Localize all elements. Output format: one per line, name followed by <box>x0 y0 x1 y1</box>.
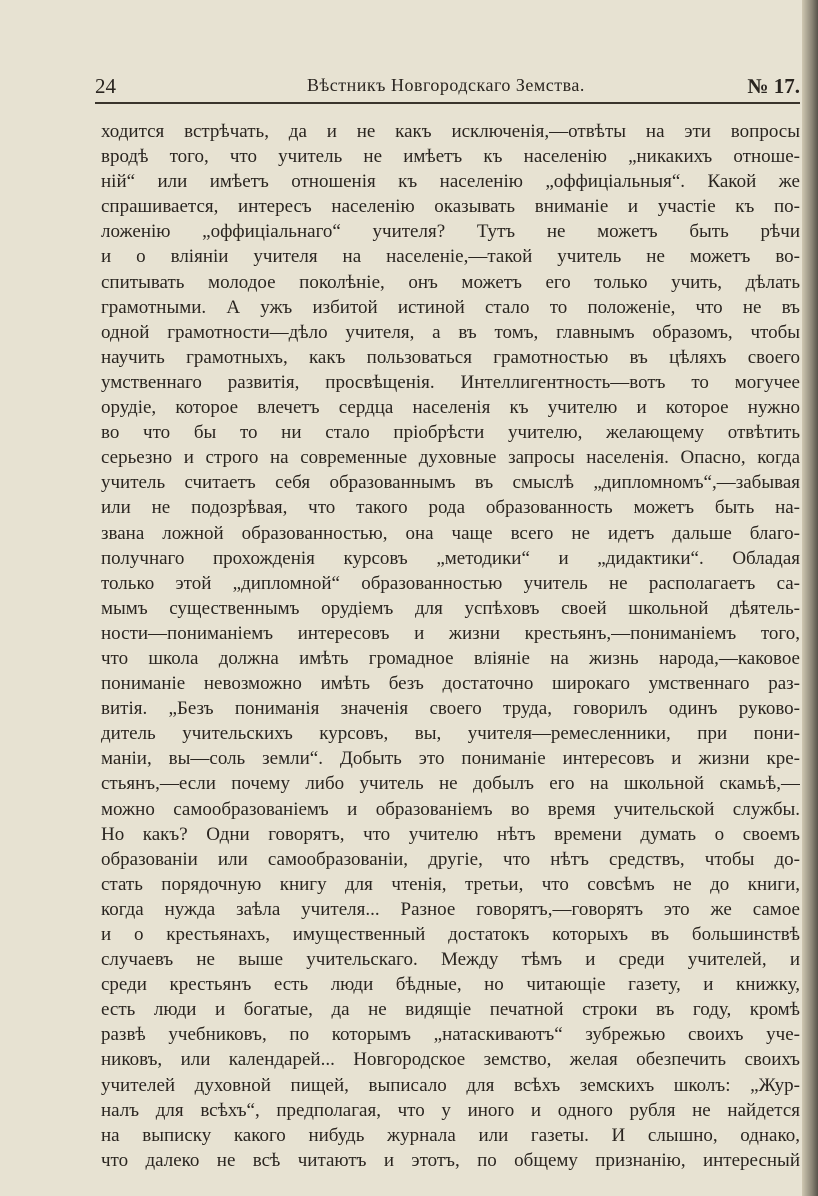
text-line: есть люди и богатые, да не видящіе печатной строки въ году, кромѣ <box>101 999 800 1021</box>
text-line: спитывать молодое поколѣніе, онъ можетъ его только учить, дѣлать <box>101 271 800 293</box>
text-line: развѣ учебниковъ, по которымъ „натаскиваютъ“ зубрежью своихъ уче- <box>101 1024 800 1046</box>
text-line: и о крестьянахъ, имущественный достатокъ которыхъ въ большинствѣ <box>101 924 800 945</box>
text-line: пониманіе невозможно имѣть безъ достаточно широкаго умственнаго раз- <box>101 673 800 695</box>
body-text <box>101 119 800 1173</box>
text-line: учитель считаетъ себя образованнымъ въ смыслѣ „дипломномъ“,—забывая <box>101 472 800 494</box>
text-line: налъ для всѣхъ“, предполагая, что у иного и одного рубля не найдется <box>101 1099 800 1121</box>
text-line: вродѣ того, что учитель не имѣетъ къ населенію „никакихъ отноше- <box>101 146 800 168</box>
text-line: и о вліяніи учителя на населеніе,—такой учитель не можетъ во- <box>101 246 800 268</box>
text-line: мымъ существеннымъ орудіемъ для успѣховъ своей школьной дѣятель- <box>101 597 800 619</box>
text-line: или не подозрѣвая, что такого рода образованность можетъ быть на- <box>101 497 800 519</box>
text-line: серьезно и строго на современные духовные запросы населенія. Опасно, когда <box>101 447 800 469</box>
text-line: получнаго прохожденія курсовъ „методики“ и „дидактики“. Обладая <box>101 547 800 569</box>
journal-title: Вѣстникъ Новгородскаго Земства. <box>307 75 585 95</box>
text-line: только этой „дипломной“ образованностью учитель не располагаетъ са- <box>101 572 800 594</box>
text-line: на выписку какого нибудь журнала или газеты. И слышно, однако, <box>101 1124 800 1146</box>
text-line: ній“ или имѣетъ отношенія къ населенію „оффиціальныя“. Какой же <box>101 171 800 193</box>
text-line: когда нужда заѣла учителя... Разное говорятъ,—говорятъ это же самое <box>101 898 800 920</box>
text-line: что далеко не всѣ читаютъ и этотъ, по общему признанію, интересный <box>101 1149 800 1171</box>
text-line: умственнаго развитія, просвѣщенія. Интеллигентность—вотъ то могучее <box>101 371 800 393</box>
text-line: дитель учительскихъ курсовъ, вы, учителя—ремесленники, при пони- <box>101 723 800 745</box>
text-line: среди крестьянъ есть люди бѣдные, но читающіе газету, и книжку, <box>101 974 800 996</box>
text-line: ложенію „оффиціальнаго“ учителя? Тутъ не можетъ быть рѣчи <box>101 221 800 243</box>
text-line: учителей духовной пищей, выписало для всѣхъ земскихъ школъ: „Жур- <box>101 1074 800 1096</box>
text-line: Но какъ? Одни говорятъ, что учителю нѣтъ времени думать о своемъ <box>101 823 800 845</box>
text-line: звана ложной образованностью, она чаще всего не идетъ дальше благо- <box>101 522 800 544</box>
text-line: никовъ, или календарей... Новгородское земство, желая обезпечить своихъ <box>101 1049 800 1071</box>
text-line: маніи, вы—соль земли“. Добыть это пониманіе интересовъ и жизни кре- <box>101 748 800 770</box>
text-line: витія. „Безъ пониманія значенія своего труда, говорилъ одинъ руково- <box>101 698 800 720</box>
text-line: что школа должна имѣть громадное вліяніе на жизнь народа,—каковое <box>101 647 800 669</box>
text-line: стать порядочную книгу для чтенія, третьи, что совсѣмъ не до книги, <box>101 873 800 895</box>
text-line: случаевъ не выше учительскаго. Между тѣмъ и среди учителей, и <box>101 949 800 971</box>
text-line: образованіи или самообразованіи, другіе, что нѣтъ средствъ, чтобы до- <box>101 848 800 870</box>
issue-number: № 17. <box>747 74 800 98</box>
text-line: грамотными. А ужъ избитой истиной стало то положеніе, что не въ <box>101 296 800 318</box>
text-line: во что бы то ни стало пріобрѣсти учителю, желающему отвѣтить <box>101 422 800 444</box>
text-line: одной грамотности—дѣло учителя, а въ томъ, главнымъ образомъ, чтобы <box>101 321 800 343</box>
text-line: ходится встрѣчать, да и не какъ исключенія,—отвѣты на эти вопросы <box>101 121 800 142</box>
text-line: стьянъ,—если почему либо учитель не добылъ его на школьной скамьѣ,— <box>101 773 800 795</box>
text-line: орудіе, которое влечетъ сердца населенія къ учителю и которое нужно <box>101 397 800 419</box>
text-line: можно самообразованіемъ и образованіемъ во время учительской службы. <box>101 798 800 820</box>
running-header <box>95 70 800 100</box>
page-edge-shadow <box>802 0 818 1196</box>
text-line: спрашивается, интересъ населенію оказывать вниманіе и участіе къ по- <box>101 196 800 218</box>
text-line: ности—пониманіемъ интересовъ и жизни крестьянъ,—пониманіемъ того, <box>101 622 800 644</box>
header-rule <box>95 102 800 104</box>
page-number: 24 <box>95 74 116 98</box>
text-line: научить грамотныхъ, какъ пользоваться грамотностью въ цѣляхъ своего <box>101 346 800 368</box>
